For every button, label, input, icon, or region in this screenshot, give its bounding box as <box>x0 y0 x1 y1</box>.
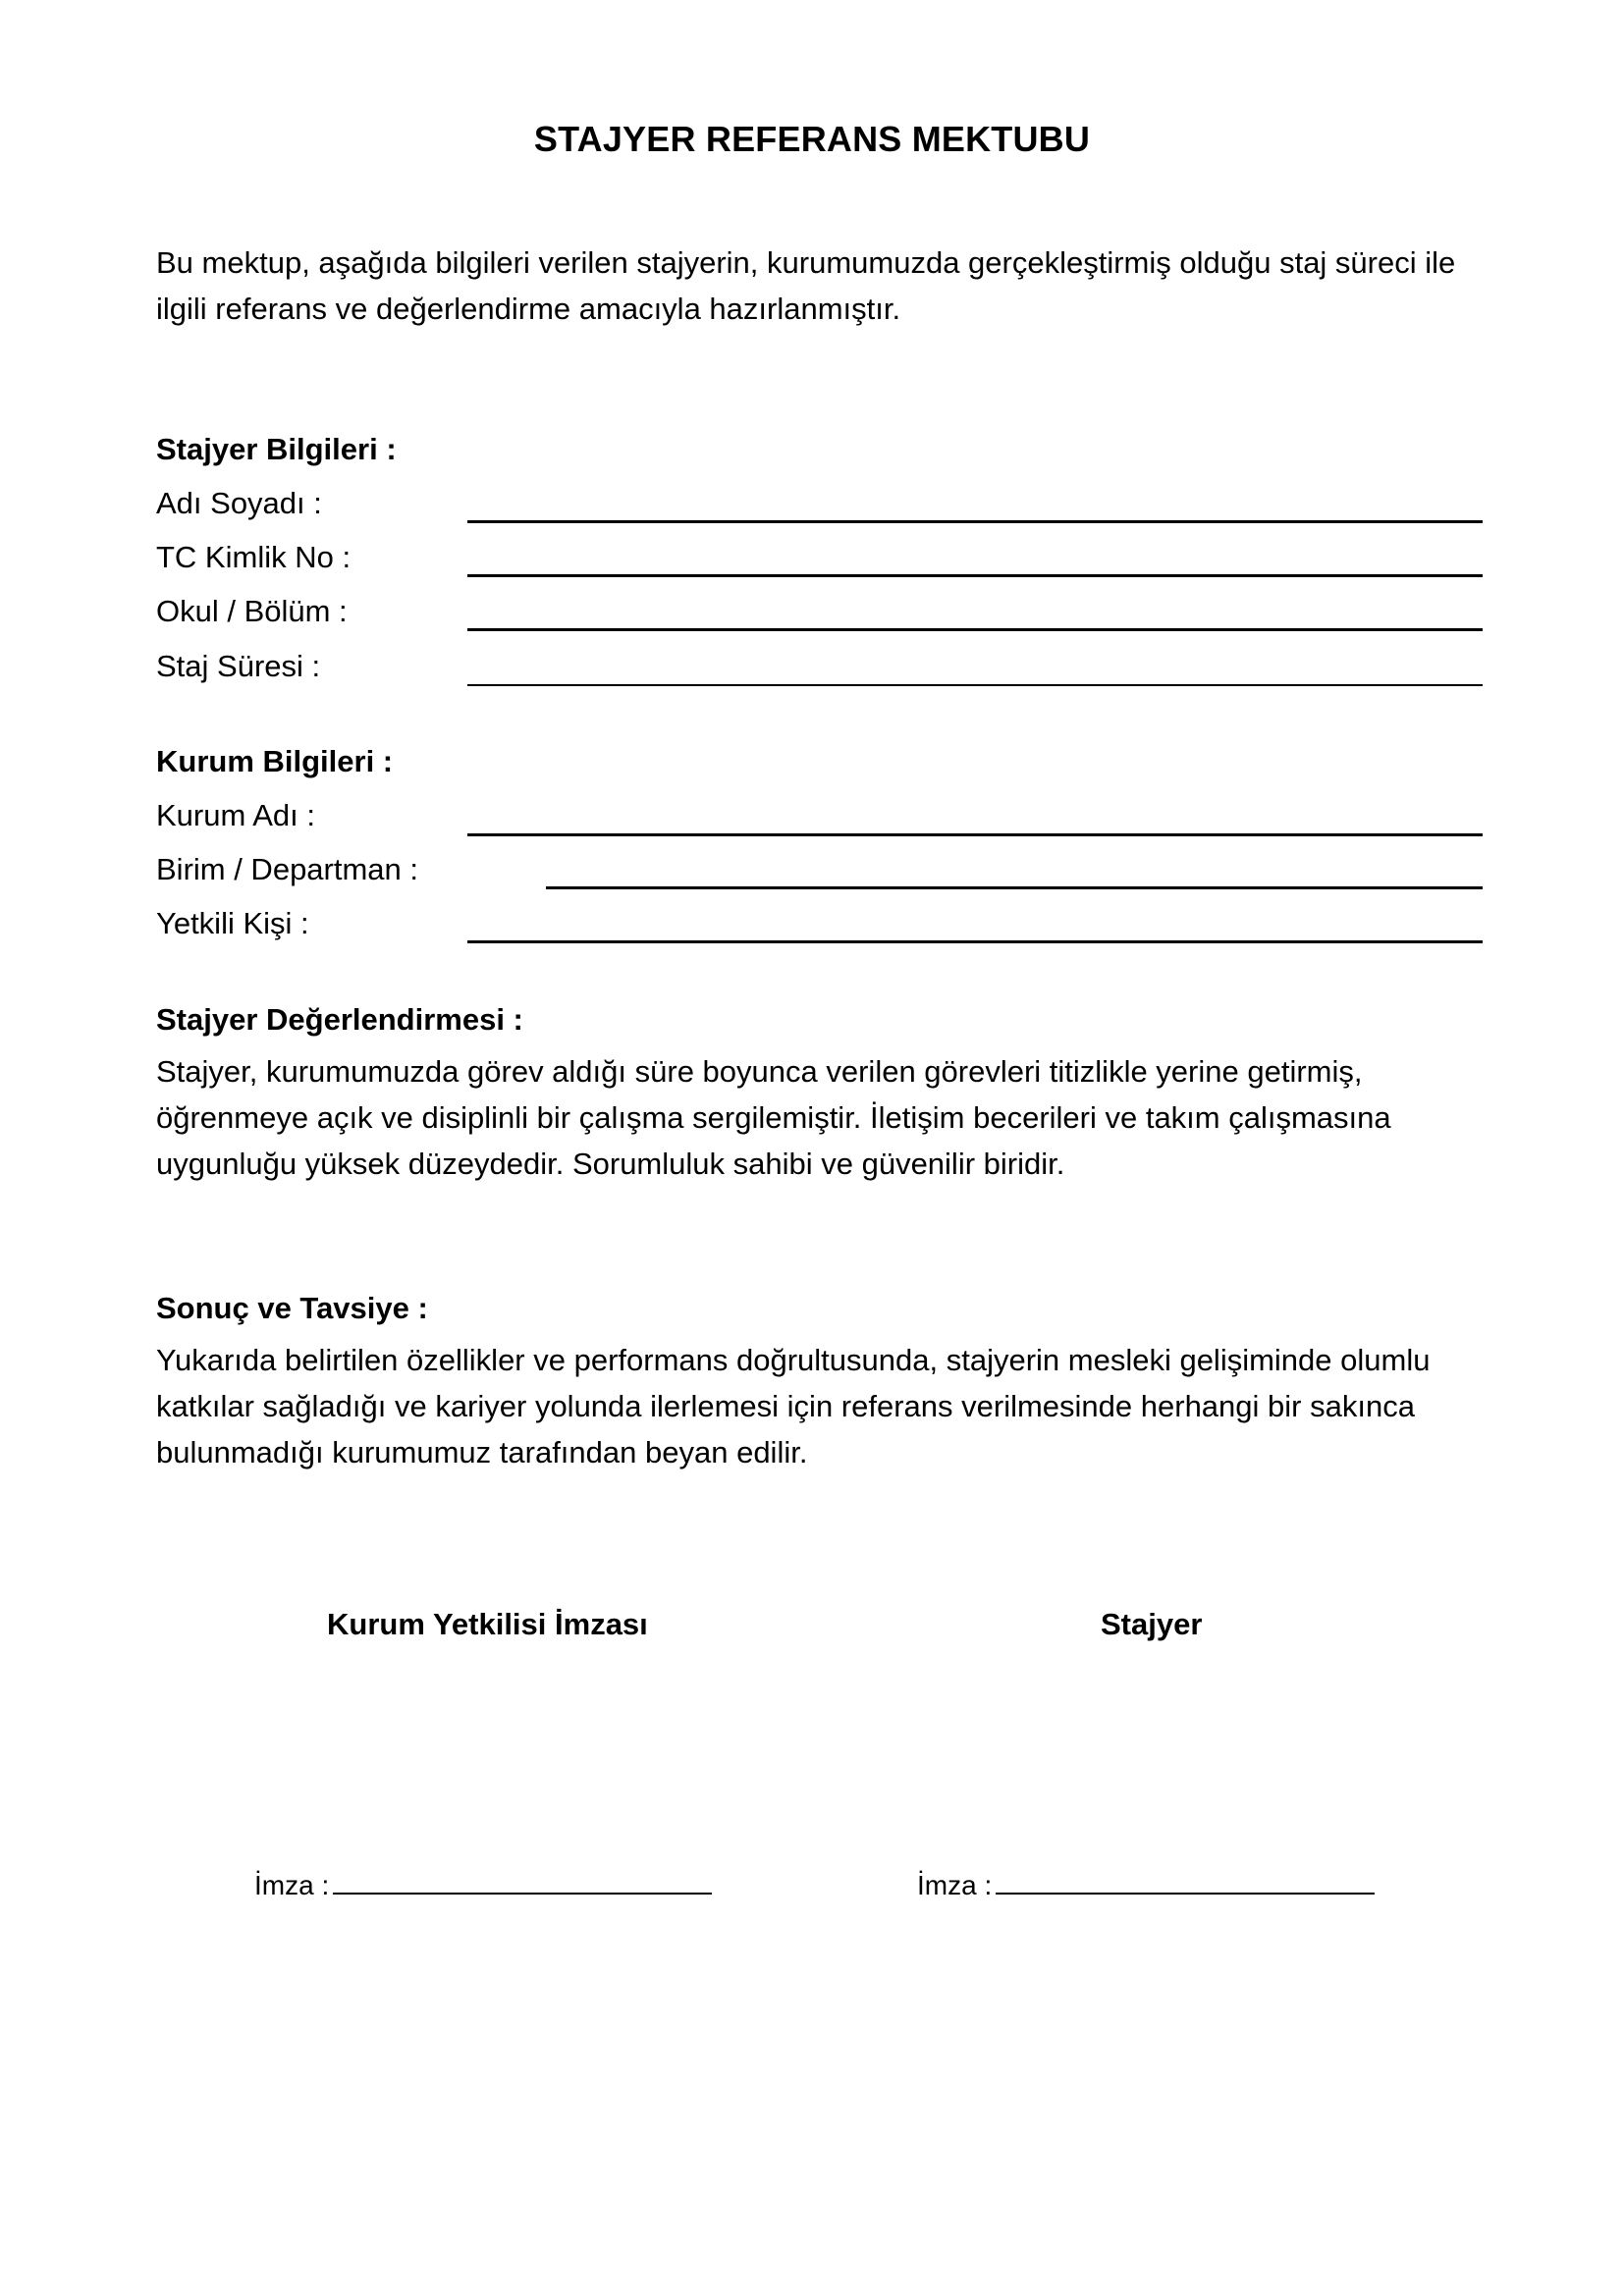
intern-signature-field[interactable] <box>996 1869 1375 1895</box>
name-label: Adı Soyadı : <box>156 486 322 520</box>
tc-id-field-line[interactable] <box>467 574 1483 577</box>
intern-info-heading: Stajyer Bilgileri : <box>156 432 397 466</box>
conclusion-heading: Sonuç ve Tavsiye : <box>156 1291 428 1325</box>
company-signature-label: İmza : <box>254 1870 330 1900</box>
company-signature-row <box>254 1868 712 1903</box>
tc-id-label: TC Kimlik No : <box>156 540 352 574</box>
company-info-heading: Kurum Bilgileri : <box>156 744 394 778</box>
department-label: Birim / Departman : <box>156 852 419 886</box>
evaluation-paragraph: Stajyer, kurumumuzda görev aldığı süre boyunca verilen görevleri titizlikle yerine getirmiş, öğrenmeye açık ve disiplinli bir çalışma sergilemiştir. İletişim becerileri ve takım çalışmasına uygunluğu yüksek düzeydedir. Sorumluluk sahibi ve güvenilir biridir. <box>156 1054 1391 1181</box>
intern-signature-title: Stajyer <box>1101 1607 1203 1641</box>
authorized-person-label: Yetkili Kişi : <box>156 906 309 940</box>
school-department-label: Okul / Bölüm : <box>156 594 348 628</box>
internship-duration-field-line[interactable] <box>467 684 1483 686</box>
school-department-field-line[interactable] <box>467 628 1483 631</box>
page-title: STAJYER REFERANS MEKTUBU <box>533 119 1091 159</box>
company-name-label: Kurum Adı : <box>156 798 315 832</box>
company-name-field-line[interactable] <box>467 833 1483 836</box>
intern-signature-row <box>917 1868 1375 1903</box>
company-signature-title: Kurum Yetkilisi İmzası <box>327 1607 648 1641</box>
intern-signature-label: İmza : <box>917 1870 993 1900</box>
conclusion-paragraph: Yukarıda belirtilen özellikler ve performans doğrultusunda, stajyerin mesleki gelişiminde olumlu katkılar sağladığı ve kariyer yolunda ilerlemesi için referans verilmesinde herhangi bir sakınca bulunmadığı kurumumuz tarafından beyan edilir. <box>156 1343 1431 1469</box>
evaluation-heading: Stajyer Değerlendirmesi : <box>156 1002 523 1037</box>
authorized-person-field-line[interactable] <box>467 940 1483 943</box>
name-field-line[interactable] <box>467 520 1483 523</box>
department-field-line[interactable] <box>546 886 1483 889</box>
company-signature-field[interactable] <box>333 1869 712 1895</box>
intro-paragraph: Bu mektup, aşağıda bilgileri verilen stajyerin, kurumumuzda gerçekleştirmiş olduğu staj süreci ile ilgili referans ve değerlendirme amacıyla hazırlanmıştır. <box>156 245 1456 326</box>
internship-duration-label: Staj Süresi : <box>156 649 321 683</box>
